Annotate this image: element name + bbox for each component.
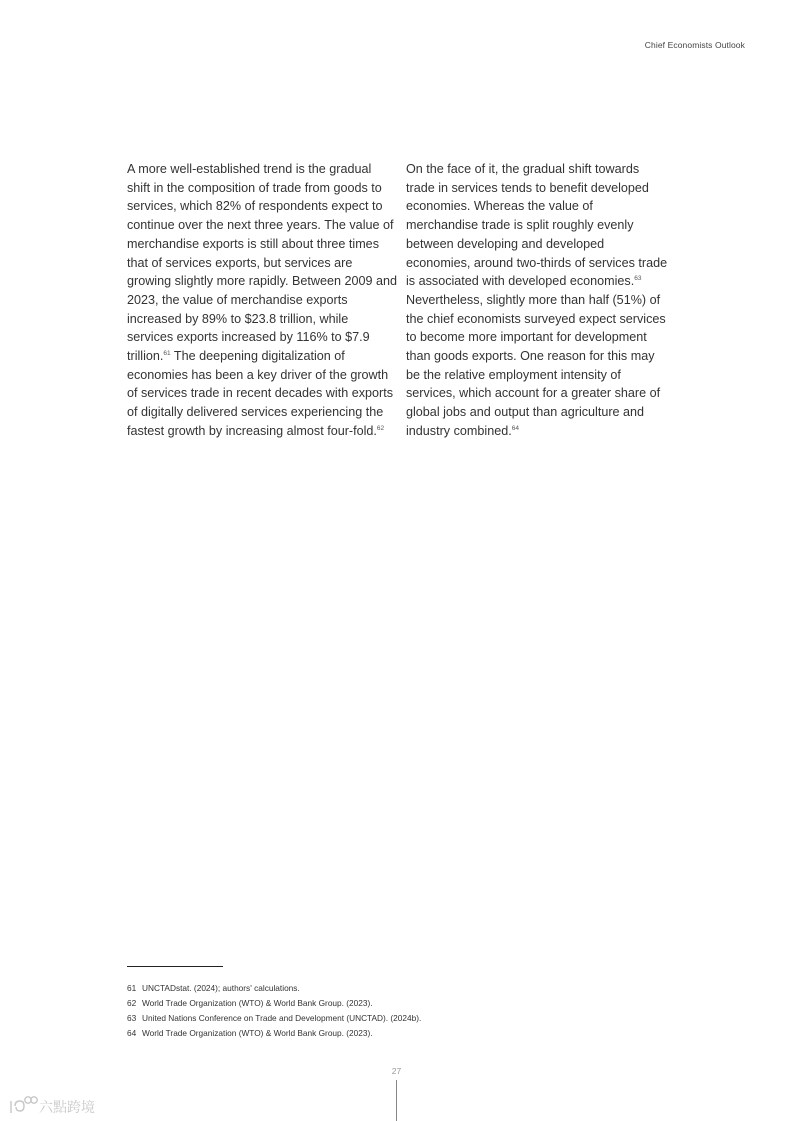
footnote-divider <box>127 966 223 967</box>
footnote-item <box>127 1026 687 1041</box>
paragraph <box>127 160 397 441</box>
page-divider <box>396 1080 397 1121</box>
footnotes <box>127 981 687 1041</box>
footnote-ref[interactable]: 61 <box>163 349 171 357</box>
running-header: Chief Economists Outlook <box>644 40 745 50</box>
footnote-item <box>127 1011 687 1026</box>
paragraph-text: A more well-established trend is the gradual shift in the composition of trade from goods to services, which 82% of respondents expect to continue over the next three years. The value of merchandise exports is still about three times that of services exports, but services are growing slightly more rapidly. Between 2009 and 2023, the value of merchandise exports increased by 89% to $23.8 trillion, while services exports increased by 116% to $7.9 trillion. <box>127 162 397 364</box>
footnote-text: UNCTADstat. (2024); authors' calculations. <box>142 983 300 993</box>
paragraph <box>406 160 668 441</box>
footnote-number: 64 <box>127 1028 137 1039</box>
body-column-right <box>406 160 668 441</box>
body-column-left <box>127 160 397 441</box>
page-number: 27 <box>391 1066 402 1076</box>
footnote-text: World Trade Organization (WTO) & World Bank Group. (2023). <box>142 1028 373 1039</box>
footnote-item <box>127 981 687 996</box>
footnote-text: United Nations Conference on Trade and Development (UNCTAD). (2024b). <box>142 1013 422 1024</box>
footnote-ref[interactable]: 63 <box>634 275 642 283</box>
footnote-number: 63 <box>127 1013 137 1024</box>
footnote-ref[interactable]: 64 <box>511 424 519 432</box>
footnote-ref[interactable]: 62 <box>376 424 385 432</box>
footnote-item <box>127 996 687 1011</box>
footnote-text: World Trade Organization (WTO) & World Bank Group. (2023). <box>142 998 373 1009</box>
watermark-logo <box>8 1094 108 1118</box>
watermark-text: 六點跨境 <box>39 1100 95 1116</box>
footnote-number: 62 <box>127 998 137 1009</box>
footnote-number: 61 <box>127 983 137 993</box>
paragraph-text: On the face of it, the gradual shift towards trade in services tends to benefit developed economies. Whereas the value of merchandise trade is split roughly evenly between developing and developed economies, around two-thirds of services trade is associated with developed economies. <box>406 162 668 289</box>
paragraph-text: Nevertheless, slightly more than half (51%) of the chief economists surveyed expect services to become more important for development than goods exports. One reason for this may be the relative employment intensity of services, which account for a greater share of global jobs and output than agriculture and industry combined. <box>406 292 666 438</box>
paragraph-text: The deepening digitalization of economies has been a key driver of the growth of services trade in recent decades with exports of digitally delivered services experiencing the fastest growth by increasing almost four-fold. <box>127 349 393 438</box>
